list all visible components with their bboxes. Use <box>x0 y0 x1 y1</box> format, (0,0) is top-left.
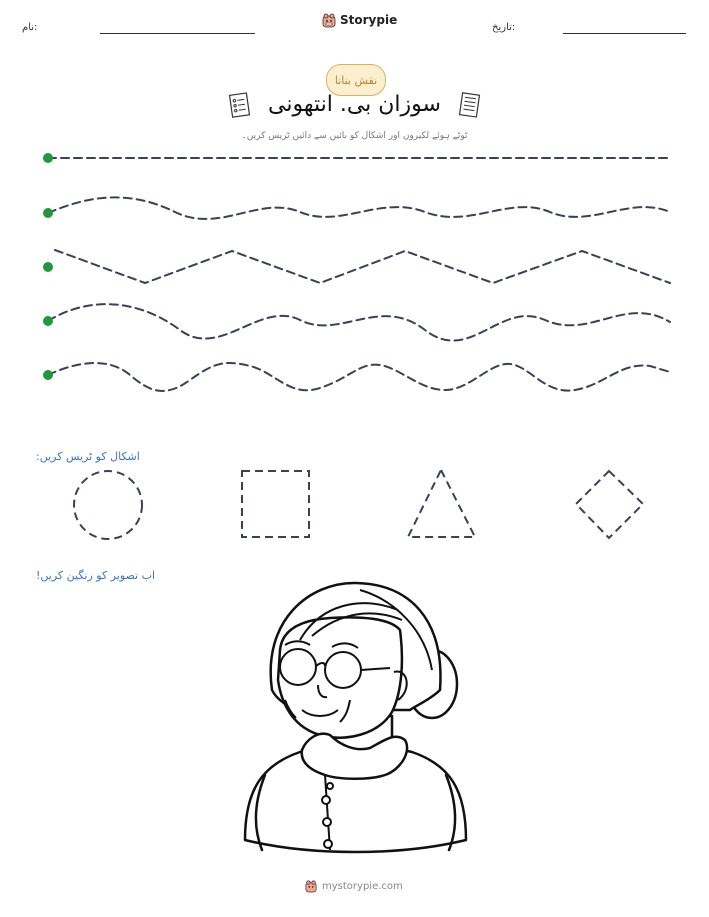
date-label: تاریخ: <box>492 22 516 33</box>
tracing-lines <box>0 140 709 400</box>
trace-line-wave-3 <box>48 363 670 391</box>
trace-diamond <box>576 471 643 538</box>
name-label: نام: <box>22 22 38 33</box>
start-dot <box>43 316 53 326</box>
brand-name: Storypie <box>340 13 398 27</box>
footer <box>305 879 403 893</box>
trace-circle <box>74 471 142 539</box>
start-dot <box>43 208 53 218</box>
trace-shapes <box>0 460 709 550</box>
trace-line-wave-1 <box>48 197 670 219</box>
trace-square <box>242 471 309 537</box>
trace-line-zigzag <box>55 250 670 283</box>
date-write-line[interactable] <box>563 33 686 34</box>
coloring-section-label: اب تصویر کو رنگین کریں! <box>36 569 156 582</box>
shapes-section-label: اشکال کو ٹریس کریں: <box>36 450 140 463</box>
storypie-logo <box>322 12 397 28</box>
coloring-portrait <box>240 578 468 862</box>
start-dot <box>43 370 53 380</box>
activity-badge: نقش بنانا <box>326 64 386 96</box>
storypie-logo-icon <box>322 12 336 28</box>
start-dot <box>43 153 53 163</box>
page-title: سوزان بی. انتھونی <box>268 92 441 117</box>
storypie-logo-icon <box>305 879 317 893</box>
trace-line-wave-2 <box>48 304 670 340</box>
start-dot <box>43 262 53 272</box>
trace-triangle <box>408 470 475 537</box>
name-write-line[interactable] <box>100 33 255 34</box>
instructions: ٹوٹے ہوئے لکیروں اور اشکال کو بائیں سے دائیں ٹریس کریں۔ <box>241 131 468 141</box>
footer-url[interactable]: mystorypie.com <box>322 880 403 892</box>
notepad-icon <box>458 92 482 118</box>
